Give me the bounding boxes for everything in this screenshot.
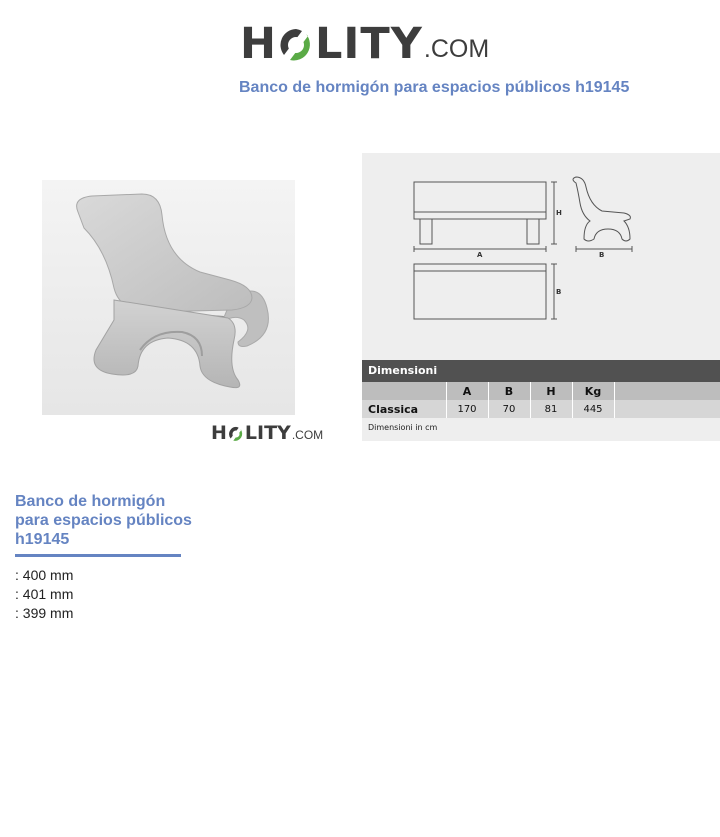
front-view-leg-left (420, 219, 432, 244)
product-title: Banco de hormigón para espacios públicos h19145 (15, 493, 192, 548)
dimensions-heading: Dimensioni (362, 360, 720, 382)
spec-sheet (362, 153, 720, 441)
value-a: 170 (446, 400, 488, 418)
top-view-seat (414, 264, 546, 319)
logo-letter-h: H (240, 19, 277, 69)
dimensions-note: Dimensioni in cm (368, 423, 438, 432)
label-b-top: B (556, 288, 562, 296)
label-b-side: B (599, 251, 605, 259)
value-b: 70 (488, 400, 530, 418)
spec-line: : 400 mm (15, 567, 74, 583)
side-view-profile (573, 177, 630, 241)
row-spacer (614, 400, 720, 418)
row-label: Classica (362, 400, 446, 418)
dimensions-col-a: A (446, 382, 488, 400)
watermark-letters-lity: LITY (244, 422, 291, 444)
dimensions-col-kg: Kg (572, 382, 614, 400)
product-specs (15, 566, 73, 623)
watermark-domain: .COM (291, 428, 324, 442)
photo-watermark-logo (211, 424, 323, 443)
watermark-wordmark (211, 424, 291, 443)
bench-illustration (42, 180, 295, 415)
watermark-o-icon (228, 426, 244, 442)
table-row (362, 400, 720, 418)
product-photo (42, 180, 295, 415)
value-h: 81 (530, 400, 572, 418)
logo-o-icon (278, 27, 314, 63)
logo-letters-lity: LITY (315, 19, 423, 69)
page-title: Banco de hormigón para espacios públicos h19145 (239, 79, 630, 96)
site-logo[interactable] (240, 14, 490, 69)
spec-line: : 399 mm (15, 605, 74, 621)
technical-drawing (362, 153, 720, 353)
front-view-seat (414, 182, 546, 212)
title-divider (15, 554, 181, 557)
dimensions-col-blank (362, 382, 446, 400)
dimensions-col-h: H (530, 382, 572, 400)
front-view-leg-right (527, 219, 539, 244)
dimensions-header-row (362, 382, 720, 400)
logo-wordmark (240, 19, 423, 69)
spec-line: : 401 mm (15, 586, 74, 602)
dimensions-col-spacer (614, 382, 720, 400)
label-h: H (556, 209, 562, 217)
logo-domain: .COM (423, 35, 490, 63)
dimensions-col-b: B (488, 382, 530, 400)
value-kg: 445 (572, 400, 614, 418)
label-a: A (477, 251, 483, 259)
watermark-letter-h: H (211, 422, 227, 444)
dimensions-table (362, 382, 720, 418)
